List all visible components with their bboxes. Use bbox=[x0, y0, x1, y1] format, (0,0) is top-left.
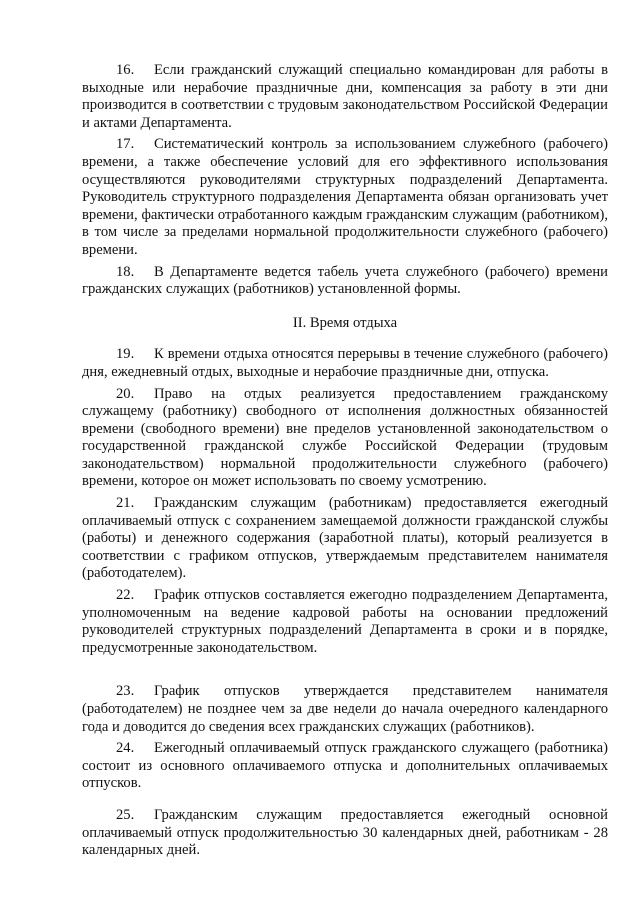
paragraph-text: Право на отдых реализуется предоставлением гражданскому служащему (работнику) свободного от исполнения должностных обязанностей времени (свободного времени) вне пределов установленной законодательством о государственной гражданской службе Российской Федерации (трудовым законодательством) нормальной продолжительности служебного (рабочего) времени, которое он может использовать по своему усмотрению. bbox=[82, 385, 608, 490]
paragraph-number: 25. bbox=[116, 806, 135, 823]
paragraph-text: Ежегодный оплачиваемый отпуск гражданского служащего (работника) состоит из основного оплачиваемого отпуска и дополнительных оплачиваемых отпусков. bbox=[82, 740, 608, 792]
paragraph-text: Систематический контроль за использованием служебного (рабочего) времени, а также обеспечение условий для его эффективного использования осуществляются руководителями структурных подразделений Департамента. Руководитель структурного подразделения Департамента обязан организовать учет времени, фактически отработанного каждым гражданским служащим (работником), в том числе за пределами нормальной продолжительности служебного (рабочего) времени. bbox=[82, 136, 608, 258]
paragraph-20 bbox=[82, 386, 608, 492]
paragraph-text: Гражданским служащим (работникам) предоставляется ежегодный оплачиваемый отпуск с сохранением замещаемой должности гражданской службы (работы) и денежного содержания (заработной платы), который реализуется в соответствии с графиком отпусков, утверждаемым представителем нанимателя (работодателем). bbox=[82, 495, 608, 582]
paragraph-number: 19. bbox=[116, 346, 135, 363]
paragraph-19 bbox=[82, 346, 608, 381]
paragraph-number: 21. bbox=[116, 495, 135, 512]
paragraph-text: Гражданским служащим предоставляется ежегодный основной оплачиваемый отпуск продолжительностью 30 календарных дней, работникам - 28 календарных дней. bbox=[82, 806, 608, 859]
paragraph-number: 16. bbox=[116, 62, 135, 78]
paragraph-24 bbox=[82, 740, 608, 793]
paragraph-number: 24. bbox=[116, 740, 135, 757]
paragraph-23 bbox=[82, 683, 608, 736]
paragraph-number: 17. bbox=[116, 136, 135, 153]
paragraph-number: 20. bbox=[116, 385, 135, 402]
paragraph-number: 23. bbox=[116, 683, 135, 700]
paragraph-25 bbox=[82, 807, 608, 860]
paragraph-21 bbox=[82, 495, 608, 583]
section-heading: II. Время отдыха bbox=[292, 314, 398, 331]
paragraph-number: 18. bbox=[116, 263, 135, 280]
paragraph-16 bbox=[82, 62, 608, 132]
paragraph-text: Если гражданский служащий специально командирован для работы в выходные или нерабочие праздничные дни, компенсация за работу в эти дни производится в соответствии с трудовым законодательством Российской Федерации и актами Департамента. bbox=[82, 62, 608, 131]
paragraph-text: К времени отдыха относятся перерывы в течение служебного (рабочего) дня, ежедневный отдых, выходные и нерабочие праздничные дни, отпуска. bbox=[82, 346, 608, 380]
paragraph-17 bbox=[82, 136, 608, 259]
paragraph-18 bbox=[82, 264, 608, 299]
paragraph-text: График отпусков утверждается представителем нанимателя (работодателем) не позднее чем за две недели до начала очередного календарного года и доводится до сведения всех гражданских служащих (работников). bbox=[82, 683, 608, 735]
paragraph-number: 22. bbox=[116, 587, 135, 604]
paragraph-text: В Департаменте ведется табель учета служебного (рабочего) времени гражданских служащих (работников) установленной формы. bbox=[82, 263, 608, 298]
paragraph-22 bbox=[82, 587, 608, 657]
paragraph-text: График отпусков составляется ежегодно подразделением Департамента, уполномоченным на ведение кадровой работы на основании предложений руководителей структурных подразделений Департамента в сроки и в порядке, предусмотренные законодательством. bbox=[82, 587, 608, 656]
